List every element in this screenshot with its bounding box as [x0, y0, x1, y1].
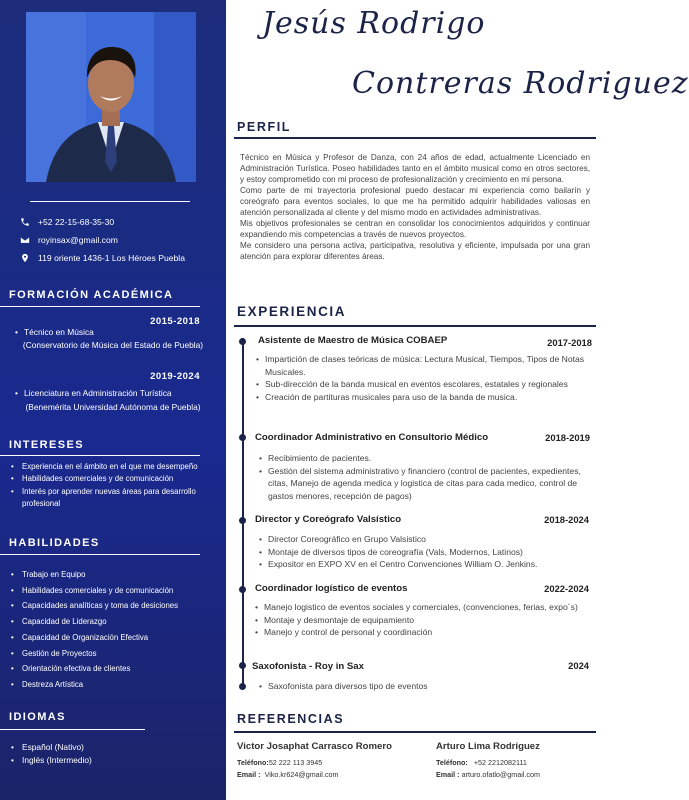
job-title: Director y Coreógrafo Valsístico — [255, 514, 402, 525]
languages-divider — [0, 729, 145, 730]
sidebar-divider — [30, 201, 190, 202]
experience-divider — [234, 325, 596, 327]
list-item: • Español (Nativo) — [8, 741, 218, 754]
profile-heading: PERFIL — [237, 120, 292, 134]
timeline-dot — [239, 662, 246, 669]
timeline-line — [242, 338, 244, 688]
job-title: Coordinador logístico de eventos — [255, 583, 408, 594]
profile-paragraph: Como parte de mi trayectoria profesional puedo destacar mi experiencia como bailarín y coreógrafo para eventos sociales, lo que me ha permitido adquirir habilidades valiosas en atención personalizada al cliente y del mismo modo en actividades administrativas. — [240, 186, 590, 217]
list-item: • Creación de partituras musicales para uso de la banda de musica. — [265, 391, 592, 404]
list-item: • Capacidades analíticas y toma de desiciones — [8, 600, 218, 612]
contact-address — [18, 249, 218, 267]
email-value: Viko.kr624@gmail.com — [264, 769, 339, 779]
list-item: • Destreza Artística — [8, 679, 218, 691]
list-item: • Inglés (Intermedio) — [8, 754, 218, 767]
name-last: Contreras Rodriguez — [352, 66, 689, 101]
list-item: • Sub-dirección de la banda musical en eventos escolares, estatales y regionales — [265, 378, 592, 391]
references-divider — [234, 731, 596, 733]
interests-list — [8, 461, 218, 511]
job-years: 2018-2024 — [544, 514, 589, 525]
phone-label: Teléfono: — [237, 758, 269, 767]
skills-divider — [0, 554, 200, 555]
list-item: • Saxofonista para diversos tipo de eventos — [268, 680, 589, 693]
list-item: • Interés por aprender nuevas áreas para desarrollo profesional — [8, 486, 218, 511]
list-item: • Capacidad de Organización Efectiva — [8, 632, 218, 644]
list-item: • Gestión del sistema administrativo y financiero (control de pacientes, expedientes, citas, Manejo de agenda medica y logistica de citas para cada medico, control de gastos menores, recepción de pagos) — [268, 465, 590, 503]
profile-divider — [234, 137, 596, 139]
timeline-dot — [239, 338, 246, 345]
reference-email — [436, 769, 540, 781]
reference-card — [436, 741, 540, 780]
job-years: 2017-2018 — [547, 337, 592, 348]
education-school: (Conservatorio de Música del Estado de Puebla) — [22, 340, 204, 350]
job-title: Saxofonista - Roy in Sax — [252, 661, 364, 672]
timeline-dot — [239, 434, 246, 441]
profile-paragraph: Técnico en Música y Profesor de Danza, con 24 años de edad, actualmente Licenciado en Administración Turística. Poseo habilidades tanto en el ámbito musical como en otros sectores, y estoy comprometido con mi proceso de profesionalización y crecimiento en mi persona. — [240, 153, 590, 184]
profile-text — [240, 152, 590, 262]
reference-email — [237, 769, 392, 781]
education-degree: • Licenciatura en Administración Turística — [24, 388, 172, 398]
location-pin-icon — [18, 251, 32, 265]
timeline-dot — [239, 517, 246, 524]
contact-phone — [18, 213, 218, 231]
education-heading: FORMACIÓN ACADÉMICA — [9, 289, 174, 301]
education-years: 2019-2024 — [150, 371, 200, 382]
list-item: • Expositor en EXPO XV en el Centro Convenciones William O. Jenkins. — [268, 558, 589, 571]
job-title: Asistente de Maestro de Música COBAEP — [258, 335, 448, 346]
job-years: 2018-2019 — [545, 432, 590, 443]
phone-text: +52 22-15-68-35-30 — [38, 217, 115, 227]
education-school: (Benemérita Universidad Autónoma de Puebla) — [25, 402, 201, 412]
reference-phone — [436, 757, 540, 769]
job-title: Coordinador Administrativo en Consultorio Médico — [255, 432, 489, 443]
interests-heading: INTERESES — [9, 439, 84, 451]
list-item: • Recibimiento de pacientes. — [268, 452, 590, 465]
email-label: Email : — [237, 769, 261, 779]
job-duties — [268, 533, 589, 571]
list-item: • Habilidades comerciales y de comunicación — [8, 473, 218, 485]
timeline-dot — [239, 683, 246, 690]
email-text: royinsax@gmail.com — [38, 235, 118, 245]
list-item: • Gestión de Proyectos — [8, 648, 218, 660]
profile-paragraph: Me considero una persona activa, participativa, resolutiva y eficiente, impulsada por una gran atención para explorar diferentes áreas. — [240, 241, 590, 261]
list-item: • Orientación efectiva de clientes — [8, 663, 218, 675]
education-divider — [0, 306, 200, 307]
profile-photo — [26, 12, 196, 182]
list-item: • Impartición de clases teóricas de música: Lectura Musical, Tiempos, Tipos de Notas Musicales. — [265, 353, 592, 378]
name-first: Jesús Rodrigo — [262, 6, 486, 41]
reference-name: Victor Josaphat Carrasco Romero — [237, 741, 392, 752]
list-item: • Montaje de diversos tipos de coreografía (Vals, Modernos, Latinos) — [268, 546, 589, 559]
languages-list — [8, 741, 218, 766]
phone-icon — [18, 215, 32, 229]
education-years: 2015-2018 — [150, 316, 200, 327]
list-item: • Manejo y control de personal y coordinación — [264, 626, 589, 639]
address-text: 119 oriente 1436-1 Los Héroes Puebla — [38, 253, 185, 263]
reference-phone — [237, 757, 392, 769]
reference-name: Arturo Lima Rodríguez — [436, 741, 540, 752]
phone-label: Teléfono: — [436, 758, 468, 767]
email-value: arturo.ofatlo@gmail.com — [461, 769, 540, 779]
phone-value: +52 2212082111 — [473, 758, 527, 767]
reference-card — [237, 741, 392, 780]
email-label: Email : — [436, 769, 460, 779]
contact-email — [18, 231, 218, 249]
email-icon — [18, 233, 32, 247]
references-heading: REFERENCIAS — [237, 712, 345, 726]
education-degree: • Técnico en Música — [24, 327, 94, 337]
phone-value: 52 222 113 3945 — [268, 758, 323, 767]
job-duties — [268, 680, 589, 693]
list-item: • Habilidades comerciales y de comunicación — [8, 585, 218, 597]
job-years: 2022-2024 — [544, 583, 589, 594]
list-item: • Director Coreográfico en Grupo Valsistico — [268, 533, 589, 546]
list-item: • Montaje y desmontaje de equipamiento — [264, 614, 589, 627]
sidebar — [0, 0, 226, 800]
skills-heading: HABILIDADES — [9, 537, 100, 549]
experience-heading: EXPERIENCIA — [237, 304, 347, 319]
job-years: 2024 — [568, 660, 589, 671]
skills-list — [8, 569, 218, 695]
job-duties — [264, 601, 589, 639]
timeline-dot — [239, 586, 246, 593]
interests-divider — [0, 455, 200, 456]
list-item: • Capacidad de Liderazgo — [8, 616, 218, 628]
contact-block — [18, 213, 218, 267]
languages-heading: IDIOMAS — [9, 711, 66, 723]
job-duties — [265, 353, 592, 403]
list-item: • Experiencia en el ámbito en el que me desempeño — [8, 461, 218, 473]
profile-paragraph: Mis objetivos profesionales se centran en consolidar los conocimientos adquiridos y continuar expandiendo mis competencias a través de nuevos proyectos. — [240, 219, 590, 239]
job-duties — [268, 452, 590, 502]
list-item: • Manejo logistico de eventos sociales y comerciales, (convenciones, ferias, expo´s) — [264, 601, 589, 614]
list-item: • Trabajo en Equipo — [8, 569, 218, 581]
